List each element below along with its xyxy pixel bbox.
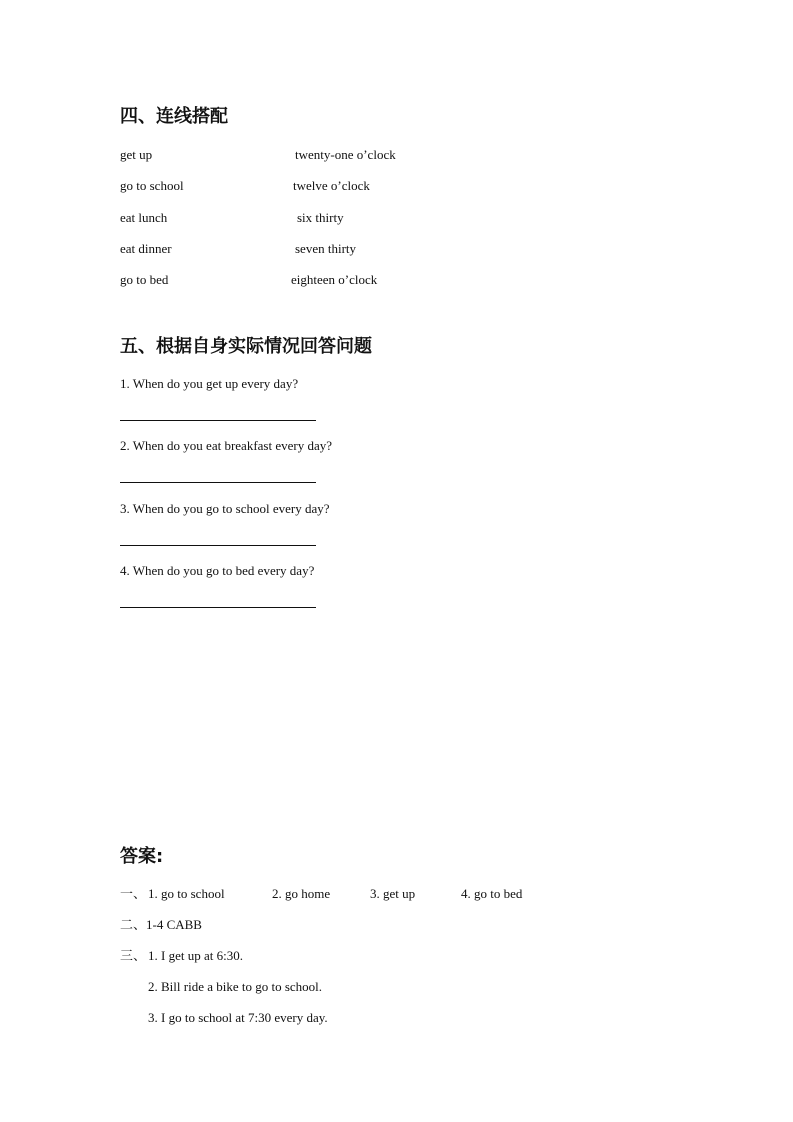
answer-item: 2. go home bbox=[272, 886, 331, 901]
question: 3. When do you go to school every day? bbox=[120, 501, 330, 516]
match-left-item: go to school bbox=[120, 178, 184, 193]
section-4-heading: 四、连线搭配 bbox=[120, 106, 228, 127]
match-left-item: eat lunch bbox=[120, 210, 168, 225]
answer-part1-prefix: 一、 bbox=[120, 886, 147, 901]
answer-item: 1. go to school bbox=[148, 886, 225, 901]
match-right-item: twelve o’clock bbox=[293, 178, 370, 193]
answer-line bbox=[120, 607, 316, 608]
answer-item: 3. I go to school at 7:30 every day. bbox=[148, 1010, 328, 1025]
answer-part2: 二、1-4 CABB bbox=[120, 917, 202, 932]
match-right-item: twenty-one o’clock bbox=[295, 147, 396, 162]
match-right-item: six thirty bbox=[297, 210, 344, 225]
section-5-heading: 五、根据自身实际情况回答问题 bbox=[120, 336, 372, 357]
match-right-item: seven thirty bbox=[295, 241, 357, 256]
answers-heading: 答案: bbox=[120, 846, 164, 867]
answer-line bbox=[120, 420, 316, 421]
question: 2. When do you eat breakfast every day? bbox=[120, 438, 333, 453]
question: 4. When do you go to bed every day? bbox=[120, 563, 315, 578]
match-right-item: eighteen o’clock bbox=[291, 272, 378, 287]
answer-line bbox=[120, 482, 316, 483]
answer-item: 3. get up bbox=[370, 886, 416, 901]
answer-item: 2. Bill ride a bike to go to school. bbox=[148, 979, 323, 994]
match-left-item: go to bed bbox=[120, 272, 169, 287]
answer-part3-prefix: 三、 bbox=[120, 948, 147, 963]
match-left-item: get up bbox=[120, 147, 153, 162]
answer-item: 4. go to bed bbox=[461, 886, 523, 901]
answer-line bbox=[120, 545, 316, 546]
question: 1. When do you get up every day? bbox=[120, 376, 299, 391]
match-left-item: eat dinner bbox=[120, 241, 172, 256]
answer-item: 1. I get up at 6:30. bbox=[148, 948, 243, 963]
